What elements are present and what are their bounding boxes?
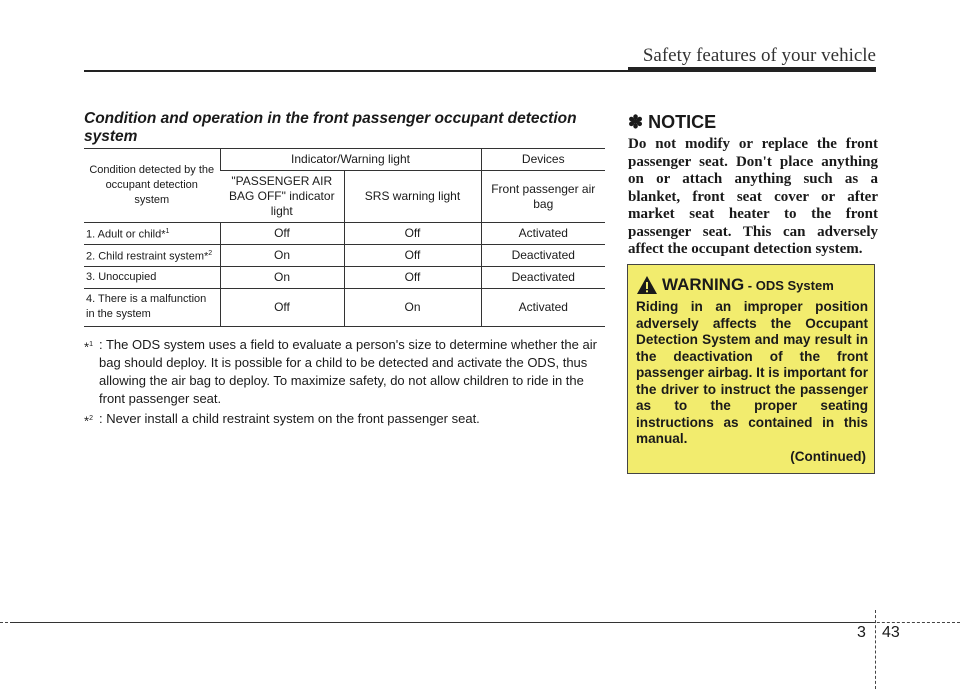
row-indicator-status: Off <box>220 288 344 326</box>
notice-body: Do not modify or replace the front passenger seat. Don't place anything on or attach anything such as a blanket, front seat cover or after market seat heater to the front passenger seat. This can adversely affect the occupant detection system. <box>628 136 878 257</box>
warning-header <box>636 273 876 299</box>
warning-title-line <box>662 275 834 295</box>
row-indicator-status: On <box>220 266 344 288</box>
warning-box <box>627 264 875 474</box>
footnote <box>84 410 606 428</box>
condition-text: 4. There is a malfunction in the system <box>86 293 207 321</box>
row-airbag-status: Deactivated <box>481 245 605 267</box>
notice-symbol-icon: ✽ <box>628 112 644 132</box>
row-srs-status: Off <box>344 223 481 245</box>
page-number: 43 <box>882 624 900 641</box>
table-row <box>84 288 605 326</box>
warning-subtitle: - ODS System <box>744 278 834 293</box>
header-condition: Condition detected by the occupant detection system <box>84 149 220 223</box>
condition-text: 1. Adult or child <box>86 228 162 241</box>
row-condition <box>84 223 220 245</box>
header-passenger-airbag-off-indicator: "PASSENGER AIR BAG OFF" indicator light <box>220 171 344 223</box>
notice-title: NOTICE <box>648 112 717 132</box>
footnotes <box>84 336 606 430</box>
notice-heading <box>628 112 716 133</box>
footnote-marker: *$^1$ <box>84 339 93 355</box>
row-condition <box>84 245 220 267</box>
footnote-text: : Never install a child restraint system on the front passenger seat. <box>99 411 480 426</box>
footnote-sup: 1 <box>165 228 170 236</box>
header-front-passenger-airbag: Front passenger air bag <box>481 171 605 223</box>
header-srs-warning-light: SRS warning light <box>344 171 481 223</box>
warning-triangle-icon <box>636 275 658 295</box>
row-srs-status: Off <box>344 245 481 267</box>
header-indicator-group: Indicator/Warning light <box>220 149 481 171</box>
row-airbag-status: Deactivated <box>481 266 605 288</box>
chapter-number: 3 <box>857 624 866 641</box>
table-header-row <box>84 149 605 171</box>
footnote-mark: * <box>203 250 209 263</box>
warning-body: Riding in an improper position adversely affects the Occupant Detection System and may result in the deactivation of the front passenger airbag. It is important for the driver to instruct the passenger as to the proper seating instructions as contained in this manual. <box>636 299 868 446</box>
row-srs-status: Off <box>344 266 481 288</box>
header-devices-group: Devices <box>481 149 605 171</box>
footer-rule <box>10 622 876 623</box>
row-condition <box>84 266 220 288</box>
row-condition <box>84 288 220 326</box>
footnote-text: : The ODS system uses a field to evaluate a person's size to determine whether the air bag should deploy. It is possible for a child to be detected and activate the ODS, thus allowing the air bag to deploy. To maximize safety, do not allow children to ride in the front passenger seat. <box>99 337 597 406</box>
table-row <box>84 266 605 288</box>
table-row <box>84 245 605 267</box>
section-heading: Condition and operation in the front passenger occupant detection system <box>84 110 577 145</box>
running-header-title: Safety features of your vehicle <box>642 45 876 66</box>
footnote-marker: *$^2$ <box>84 413 93 429</box>
row-indicator-status: On <box>220 245 344 267</box>
header-rule-thick <box>628 67 876 72</box>
row-srs-status: On <box>344 288 481 326</box>
condition-text: 3. Unoccupied <box>86 270 157 283</box>
warning-continued: (Continued) <box>790 449 866 464</box>
table-row <box>84 223 605 245</box>
occupant-detection-table <box>84 148 605 327</box>
row-airbag-status: Activated <box>481 223 605 245</box>
row-indicator-status: Off <box>220 223 344 245</box>
footnote-mark: * <box>161 228 166 241</box>
condition-text: 2. Child restraint system <box>86 250 204 263</box>
footer-separator <box>875 610 876 689</box>
row-airbag-status: Activated <box>481 288 605 326</box>
footnote-sup: 2 <box>208 250 213 257</box>
warning-title: WARNING <box>662 275 745 294</box>
footnote <box>84 336 606 408</box>
